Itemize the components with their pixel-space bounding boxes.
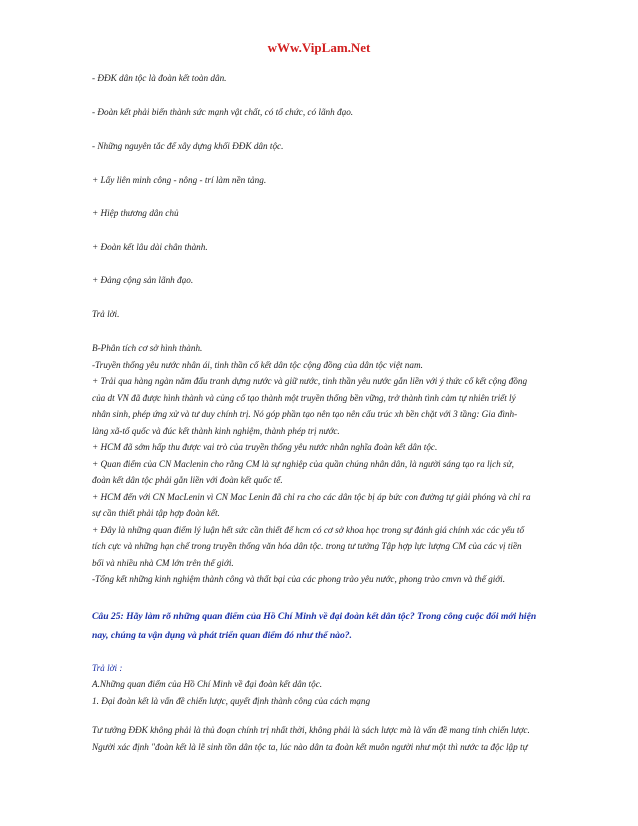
final-block xyxy=(92,722,558,755)
text-line-6: + Đoàn kết lâu dài chân thành. xyxy=(92,242,208,252)
section-b-line: bối và nhiều nhà CM lớn trên thế giới. xyxy=(92,557,234,568)
section-b-line: của dt VN đã được hình thành và củng cố tạo thành một truyền thống bền vững, trở thành tình cảm tự nhiên triết lý xyxy=(92,392,516,403)
answer-label xyxy=(92,660,558,677)
text-line-5: + Hiệp thương dân chủ xyxy=(92,208,179,218)
question-line: Câu 25: Hãy làm rõ những quan điểm của Hồ Chí Minh về đại đoàn kết dân tộc? Trong công cuộc đổi mới hiện xyxy=(92,611,537,622)
section-b-line: đoàn kết dân tộc phải gắn liền với đoàn kết quốc tế. xyxy=(92,475,283,485)
answer-label-text: Trả lời : xyxy=(92,663,123,673)
text-line-4: + Lấy liên minh công - nông - trí làm nền tảng. xyxy=(92,175,267,185)
text-line-1: - ĐĐK dân tộc là đoàn kết toàn dân. xyxy=(92,73,227,83)
answer-block xyxy=(92,676,558,709)
section-b-line: tích cực và những hạn chế trong truyền thống văn hóa dân tộc. trong tư tưởng Tập hợp lực lượng CM của các vị tiền xyxy=(92,541,522,551)
section-b-block xyxy=(92,340,558,588)
section-b-line: -Tổng kết những kinh nghiệm thành công và thất bại của các phong trào yêu nước, phong trào cmvn và thế giới. xyxy=(92,574,506,584)
text-line-2: - Đoàn kết phải biến thành sức mạnh vật chất, có tổ chức, có lãnh đạo. xyxy=(92,107,354,117)
section-b-line: + HCM đã sớm hấp thu được vai trò của truyền thống yêu nước nhân nghĩa đoàn kết dân tộc. xyxy=(92,442,438,452)
site-header: wWw.VipLam.Net xyxy=(267,40,371,55)
section-b-line: + Đây là những quan điểm lý luận hết sức cần thiết để hcm có cơ sở khoa học trong sự đánh giá chính xác các yếu tố xyxy=(92,524,525,535)
section-b-line: + Quan điểm của CN Maclenin cho rằng CM là sự nghiệp của quần chúng nhân dân, là người sáng tạo ra lịch sử, xyxy=(92,458,514,469)
text-line-8: Trả lời. xyxy=(92,309,120,319)
answer-line: 1. Đại đoàn kết là vấn đề chiến lược, quyết định thành công của cách mạng xyxy=(92,695,371,706)
question-line: nay, chúng ta vận dụng và phát triển quan điểm đó như thế nào?. xyxy=(92,630,352,641)
final-line: Người xác định "đoàn kết là lẽ sinh tồn dân tộc ta, lúc nào dân ta đoàn kết muôn người như một thì nước ta độc lập tự xyxy=(92,741,528,752)
section-b-line: làng xã-tổ quốc và đúc kết thành kinh nghiệm, thành phép trị nước. xyxy=(92,425,340,436)
text-line-3: - Những nguyên tắc để xây dựng khối ĐĐK dân tộc. xyxy=(92,141,284,151)
answer-line: A.Những quan điểm của Hồ Chí Minh về đại đoàn kết dân tộc. xyxy=(92,679,323,689)
question-heading xyxy=(92,607,558,645)
section-b-line: + Trải qua hàng ngàn năm đấu tranh dựng nước và giữ nước, tinh thần yêu nước gắn liền với ý thức cố kết cộng đồng xyxy=(92,376,528,386)
section-b-line: B-Phân tích cơ sở hình thành. xyxy=(92,343,203,353)
section-b-line: + HCM đến với CN MacLenin vì CN Mac Lenin đã chỉ ra cho các dân tộc bị áp bức con đường tự giải phóng và chỉ ra xyxy=(92,491,531,502)
final-line: Tư tưởng ĐĐK không phải là thủ đoạn chính trị nhất thời, không phải là sách lược mà là vấn đề mang tính chiến lược. xyxy=(92,725,530,735)
section-b-line: sự cần thiết phải tập hợp đoàn kết. xyxy=(92,508,220,518)
text-line-7: + Đảng cộng sản lãnh đạo. xyxy=(92,275,194,285)
section-b-line: -Truyền thống yêu nước nhân ái, tinh thần cố kết dân tộc cộng đồng của dân tộc việt nam. xyxy=(92,359,423,370)
section-b-line: nhân sinh, phép ứng xử và tư duy chính trị. Nó góp phần tạo nên tạo nên cấu trúc xh bền chặt với 3 tầng: Gia đình- xyxy=(92,409,518,419)
